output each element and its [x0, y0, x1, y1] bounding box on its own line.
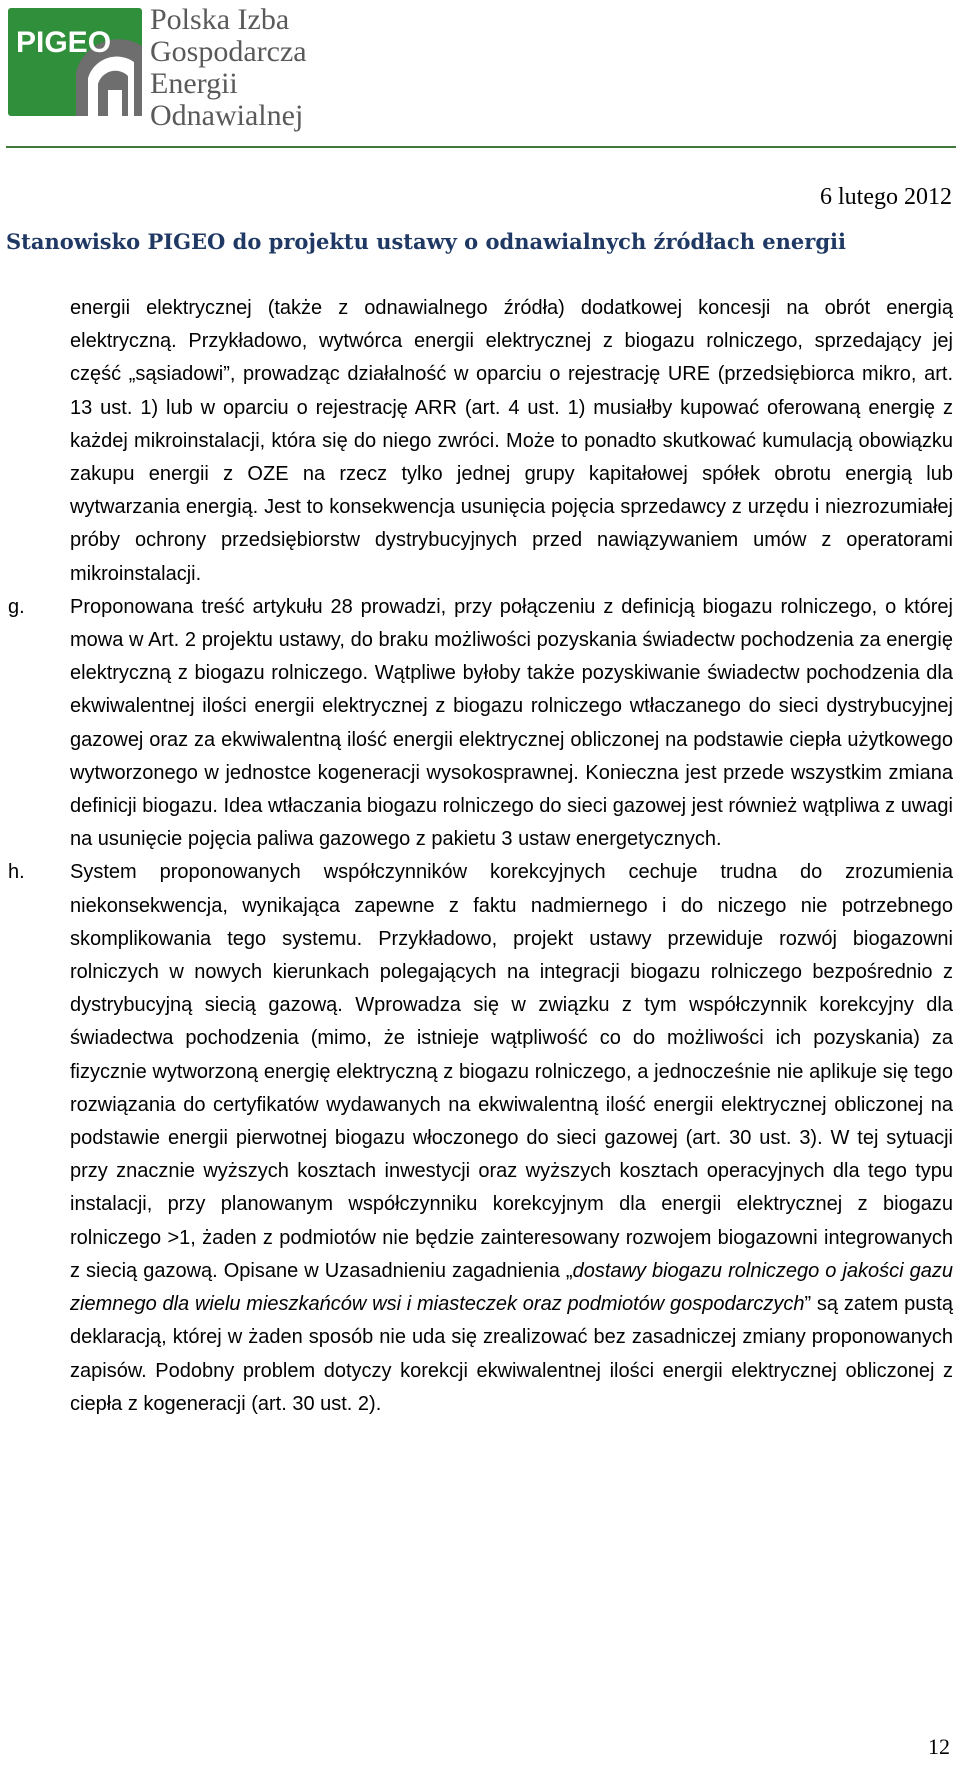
- italic-quote: dostawy biogazu rolniczego o jakości gazu ziemnego dla wielu mieszkańców wsi i miasteczek oraz podmiotów gospodarczych: [70, 1259, 953, 1316]
- pigeo-logo: [6, 6, 162, 126]
- list-item-text: System proponowanych współczynników korekcyjnych cechuje trudna do zrozumienia niekonsekwencja, wynikająca zapewne z faktu nadmiernego i do niczego nie potrzebnego skomplikowania tego systemu. Przykładowo, projekt ustawy przewiduje rozwój biogazowni rolniczych w nowych kierunkach polegających na integracji biogazu rolniczego bezpośrednio z dystrybucyjną siecią gazową. Wprowadza się w związku z tym współczynnik korekcyjny dla świadectwa pochodzenia (mimo, że istnieje wątpliwość co do możliwości ich pozyskania) za fizycznie wytworzoną energię elektryczną z biogazu rolniczego, a jednocześnie nie aplikuje się tego rozwiązania do certyfikatów wydawanych na ekwiwalentną ilość energii elektrycznej obliczonej na podstawie energii pierwotnej biogazu włoczonego do sieci gazowej (art. 30 ust. 3). W tej sytuacji przy znacznie wyższych kosztach inwestycji oraz wyższych kosztach operacyjnych dla tego typu instalacji, przy planowanym współczynniku korekcyjnym dla energii elektrycznej z biogazu rolniczego >1, żaden z podmiotów nie będzie zainteresowany rozwojem biogazowni integrowanych z siecią gazową. Opisane w Uzasadnieniu zagadnienia „: [70, 861, 953, 1282]
- org-name-line: Gospodarcza: [150, 35, 307, 68]
- list-marker: g.: [8, 595, 25, 618]
- list-item-text: Proponowana treść artykułu 28 prowadzi, przy połączeniu z definicją biogazu rolniczego, o której mowa w Art. 2 projektu ustawy, do braku możliwości pozyskania świadectw pochodzenia za energię elektryczną z biogazu rolniczego. Wątpliwe byłoby także pozyskiwanie świadectw pochodzenia dla ekwiwalentnej ilości energii elektrycznej z biogazu rolniczego wtłaczanego do sieci dystrybucyjnej gazowej oraz za ekwiwalentną ilość energii elektrycznej obliczonej na podstawie ciepła użytkowego wytworzonego w jednostce kogeneracji wysokosprawnej. Konieczna jest przede wszystkim zmiana definicji biogazu. Idea wtłaczania biogazu rolniczego do sieci gazowej jest również wątpliwa z uwagi na usunięcie pojęcia paliwa gazowego z pakietu 3 ustaw energetycznych.: [70, 595, 953, 851]
- list-item-g: [8, 591, 953, 857]
- org-name-line: Energii: [150, 67, 238, 100]
- org-name-line: Odnawialnej: [150, 99, 304, 132]
- org-name-line: Polska Izba: [150, 3, 290, 36]
- org-name: [150, 4, 307, 132]
- header-rule: [6, 146, 956, 148]
- list-item-h: [8, 856, 953, 1420]
- list-marker: h.: [8, 861, 25, 884]
- document-date: 6 lutego 2012: [820, 184, 952, 210]
- logo-text: PIGEO: [16, 26, 112, 59]
- document-title: Stanowisko PIGEO do projektu ustawy o odnawialnych źródłach energii: [6, 229, 846, 254]
- document-body: [8, 292, 953, 1421]
- page-header: [0, 0, 960, 170]
- page-number: 12: [928, 1734, 950, 1759]
- continuation-paragraph: energii elektrycznej (także z odnawialnego źródła) dodatkowej koncesji na obrót energią elektryczną. Przykładowo, wytwórca energii elektrycznej z biogazu rolniczego, sprzedający jej część „sąsiadowi”, prowadząc działalność w oparciu o rejestrację URE (przedsiębiorca mikro, art. 13 ust. 1) lub w oparciu o rejestrację ARR (art. 4 ust. 1) musiałby kupować oferowaną energię z każdej mikroinstalacji, która się do niego zwróci. Może to ponadto skutkować kumulacją obowiązku zakupu energii z OZE na rzecz tylko jednej grupy kapitałowej spółek obrotu energią lub wytwarzania energią. Jest to konsekwencja usunięcia pojęcia sprzedawcy z urzędu i niezrozumiałej próby ochrony przedsiębiorstw dystrybucyjnych przed nawiązywaniem umów z operatorami mikroinstalacji.: [70, 297, 953, 585]
- list-item-text-continued: ” są zatem pustą deklaracją, której w żaden sposób nie uda się zrealizować bez zasadniczej zmiany proponowanych zapisów. Podobny problem dotyczy korekcji ekwiwalentnej ilości energii elektrycznej obliczonej z ciepła z kogeneracji (art. 30 ust. 2).: [70, 1293, 953, 1415]
